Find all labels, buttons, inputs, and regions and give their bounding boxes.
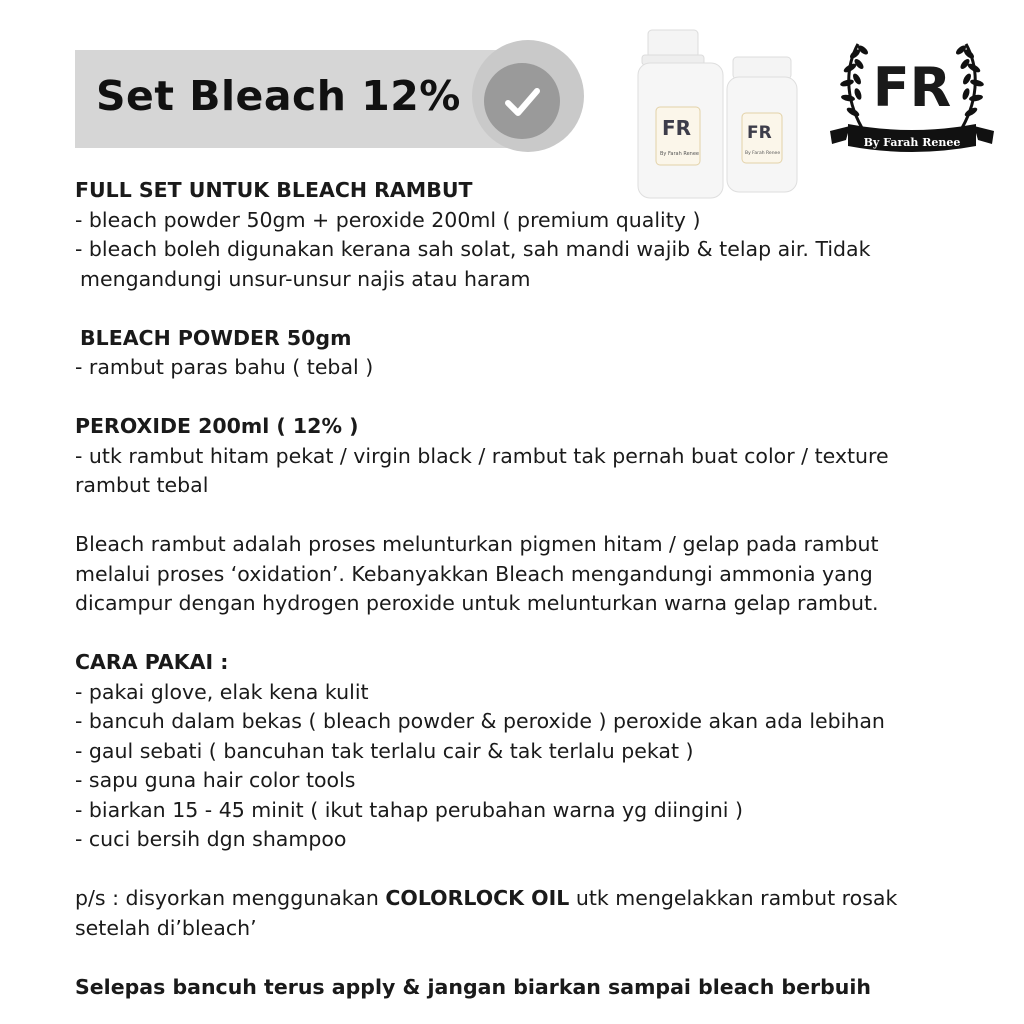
brand-logo xyxy=(826,36,998,162)
list-item: - cuci bersih dgn shampoo xyxy=(75,827,347,851)
paragraph-line: melalui proses ‘oxidation’. Kebanyakkan Bleach mengandungi ammonia yang xyxy=(75,561,873,586)
list-item: rambut tebal xyxy=(75,473,209,497)
section-heading-cara-pakai: CARA PAKAI : xyxy=(75,650,229,674)
ps-prefix: p/s : disyorkan menggunakan xyxy=(75,886,386,910)
list-item: - sapu guna hair color tools xyxy=(75,768,356,792)
svg-text:FR: FR xyxy=(662,116,692,140)
svg-text:FR: FR xyxy=(747,123,772,143)
section-heading-full-set: FULL SET UNTUK BLEACH RAMBUT xyxy=(75,178,473,202)
bottle-label: By Farah Renee xyxy=(660,151,699,157)
bottle-label-small: By Farah Renee xyxy=(745,151,781,156)
page-title: Set Bleach 12% xyxy=(96,72,461,120)
checkmark-icon xyxy=(484,63,560,139)
list-item: - bleach powder 50gm + peroxide 200ml ( premium quality ) xyxy=(75,207,701,232)
section-heading-peroxide: PEROXIDE 200ml ( 12% ) xyxy=(75,414,359,438)
product-description xyxy=(75,176,975,1002)
logo-tagline: By Farah Renee xyxy=(863,136,961,149)
list-item: - bancuh dalam bekas ( bleach powder & peroxide ) peroxide akan ada lebihan xyxy=(75,709,885,733)
ps-suffix: utk mengelakkan rambut rosak xyxy=(569,886,898,910)
list-item: - rambut paras bahu ( tebal ) xyxy=(75,355,374,379)
list-item: mengandungi unsur-unsur najis atau haram xyxy=(80,266,531,291)
ps-note-line2: setelah di’bleach’ xyxy=(75,915,257,940)
list-item: - pakai glove, elak kena kulit xyxy=(75,679,369,704)
list-item: - biarkan 15 - 45 minit ( ikut tahap perubahan warna yg diingini ) xyxy=(75,797,744,822)
list-item: - utk rambut hitam pekat / virgin black / rambut tak pernah buat color / texture xyxy=(75,443,889,468)
section-heading-bleach-powder: BLEACH POWDER 50gm xyxy=(80,325,352,350)
paragraph-line: Bleach rambut adalah proses melunturkan pigmen hitam / gelap pada rambut xyxy=(75,532,879,556)
footer-note: Selepas bancuh terus apply & jangan biarkan sampai bleach berbuih xyxy=(75,974,871,999)
list-item: - gaul sebati ( bancuhan tak terlalu cair & tak terlalu pekat ) xyxy=(75,738,694,763)
ps-note xyxy=(75,884,975,914)
logo-letters: FR xyxy=(872,56,952,119)
list-item: - bleach boleh digunakan kerana sah solat, sah mandi wajib & telap air. Tidak xyxy=(75,237,871,261)
ps-product-name: COLORLOCK OIL xyxy=(385,886,570,910)
paragraph-line: dicampur dengan hydrogen peroxide untuk melunturkan warna gelap rambut. xyxy=(75,591,879,615)
